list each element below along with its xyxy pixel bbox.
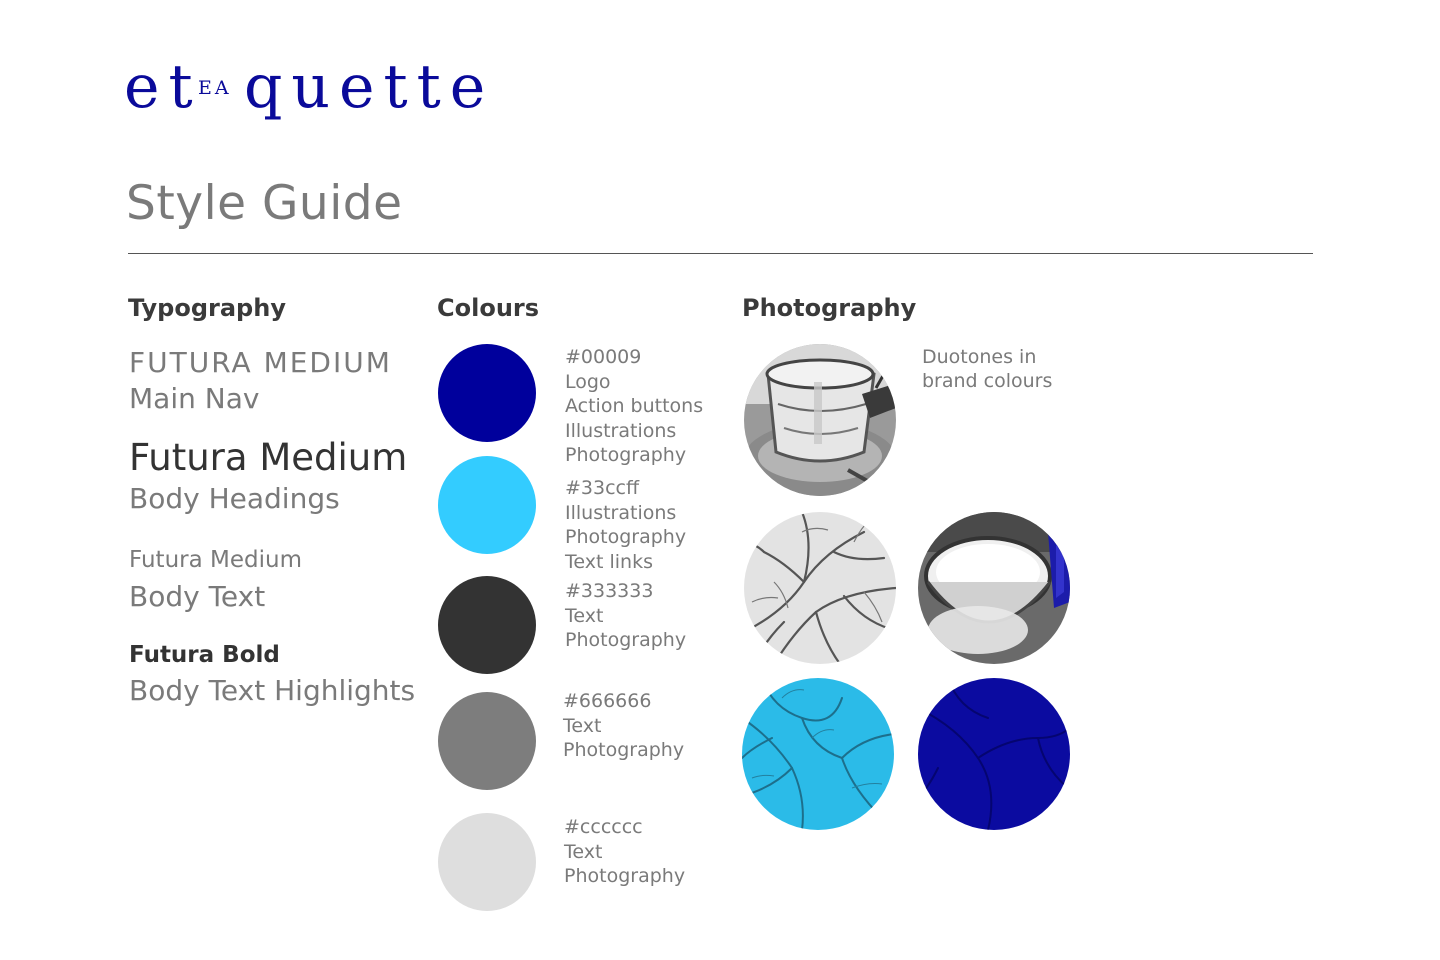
colour-use: Photography	[565, 629, 687, 651]
colour-use: Illustrations	[565, 501, 677, 524]
page-title: Style Guide	[126, 176, 403, 231]
logo-text-et: et	[124, 52, 202, 122]
colour-use: Logo	[565, 370, 611, 393]
colour-swatch-cyan	[438, 456, 536, 554]
typography-sample-bold: Futura Bold	[129, 642, 280, 668]
brand-logo	[124, 52, 504, 132]
colour-use: Photography	[565, 526, 687, 548]
colour-use: Action buttons	[565, 395, 704, 417]
colour-swatch-charcoal	[438, 576, 536, 674]
colour-hex-label: #00009	[565, 346, 642, 368]
section-heading-typography: Typography	[128, 294, 286, 322]
colour-hex-label: #cccccc	[564, 816, 643, 838]
colour-use: Photography	[563, 739, 685, 761]
tree-branches-photo	[744, 512, 896, 664]
colour-hex-label: #666666	[563, 690, 652, 712]
colour-use: Text	[563, 714, 602, 737]
colour-info-light-grey	[564, 815, 685, 889]
title-divider	[128, 253, 1313, 254]
logo-text-quette: quette	[244, 52, 495, 122]
typography-usage-headings: Body Headings	[129, 482, 340, 515]
photography-caption-line: brand colours	[922, 370, 1053, 392]
typography-sample-nav: FUTURA MEDIUM	[129, 346, 392, 379]
colour-use: Photography	[564, 865, 686, 887]
tree-branches-blue-image	[918, 678, 1070, 830]
colour-use: Text links	[565, 550, 653, 573]
colour-use: Photography	[565, 444, 687, 466]
colour-use: Text	[564, 840, 603, 863]
typography-usage-body: Body Text	[129, 580, 266, 613]
tree-branches-cyan-image	[742, 678, 894, 830]
photography-caption-line: Duotones in	[922, 346, 1037, 368]
tree-branches-cyan-photo	[742, 678, 894, 830]
colour-swatch-grey	[438, 692, 536, 790]
colour-swatch-navy	[438, 344, 536, 442]
typography-usage-nav: Main Nav	[129, 382, 260, 415]
section-heading-colours: Colours	[437, 294, 540, 322]
colour-use: Text	[565, 604, 604, 627]
colour-hex-label: #33ccff	[565, 477, 640, 499]
glass-cup-image	[744, 344, 896, 496]
colour-info-charcoal	[565, 579, 686, 653]
bowl-photo	[918, 512, 1070, 664]
bowl-image	[918, 512, 1070, 664]
typography-sample-body: Futura Medium	[129, 547, 302, 573]
tree-branches-image	[744, 512, 896, 664]
photography-caption	[922, 345, 1052, 393]
colour-info-cyan	[565, 476, 686, 574]
tree-branches-blue-photo	[918, 678, 1070, 830]
colour-info-navy	[565, 345, 703, 468]
section-heading-photography: Photography	[742, 294, 917, 322]
logo-text-ea: EA	[198, 77, 232, 99]
glass-cup-photo	[744, 344, 896, 496]
typography-usage-bold: Body Text Highlights	[129, 674, 416, 707]
typography-sample-headings: Futura Medium	[129, 436, 408, 479]
colour-use: Illustrations	[565, 419, 677, 442]
colour-hex-label: #333333	[565, 580, 654, 602]
colour-swatch-light-grey	[438, 813, 536, 911]
colour-info-grey	[563, 689, 684, 763]
